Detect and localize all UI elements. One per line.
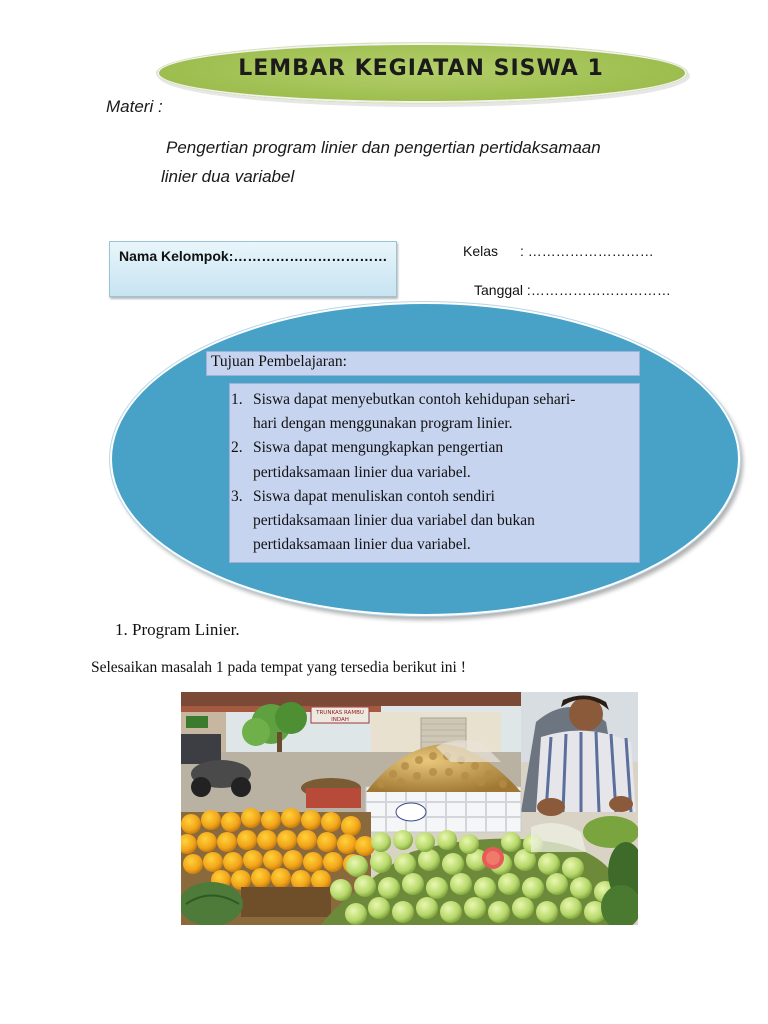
class-field[interactable] — [463, 243, 654, 259]
list-item-line: Siswa dapat mengungkapkan pengertian — [253, 439, 504, 457]
learning-goals-title: Tujuan Pembelajaran: — [211, 353, 347, 370]
topic-line-2: linier dua variabel — [161, 167, 295, 186]
list-item-number: 2. — [231, 439, 243, 457]
list-item-line: Siswa dapat menuliskan contoh sendiri — [253, 487, 495, 505]
list-item-line: hari dengan menggunakan program linier. — [253, 415, 513, 433]
shop-sign-text: INDAH — [331, 717, 349, 723]
list-item-number: 3. — [231, 487, 243, 505]
list-item-line: Siswa dapat menyebutkan contoh kehidupan sehari- — [253, 391, 576, 408]
list-item-line: pertidaksamaan linier dua variabel. — [253, 463, 471, 481]
list-item — [231, 388, 631, 436]
learning-goals-list — [231, 388, 631, 557]
date-field[interactable]: Tanggal :………………………… — [474, 282, 671, 298]
shop-sign-text: TRUNKAS RAMBU — [316, 710, 364, 716]
list-item-line: pertidaksamaan linier dua variabel. — [253, 536, 471, 554]
list-item — [231, 485, 631, 558]
list-item-line: pertidaksamaan linier dua variabel dan bukan — [253, 512, 535, 530]
list-item — [231, 436, 631, 484]
group-name-field[interactable]: Nama Kelompok:…………………………… — [119, 248, 388, 264]
class-label: Kelas — [463, 243, 499, 259]
materi-label: Materi : — [106, 97, 163, 116]
class-value: : ……………………… — [520, 243, 654, 259]
section-heading: 1. Program Linier. — [115, 620, 240, 639]
instruction-text: Selesaikan masalah 1 pada tempat yang tersedia berikut ini ! — [91, 659, 466, 676]
page-title: LEMBAR KEGIATAN SISWA 1 — [238, 56, 604, 81]
market-fruit-photo — [181, 692, 638, 925]
list-item-number: 1. — [231, 391, 243, 408]
topic-line-1: Pengertian program linier dan pengertian pertidaksamaan — [166, 138, 601, 157]
